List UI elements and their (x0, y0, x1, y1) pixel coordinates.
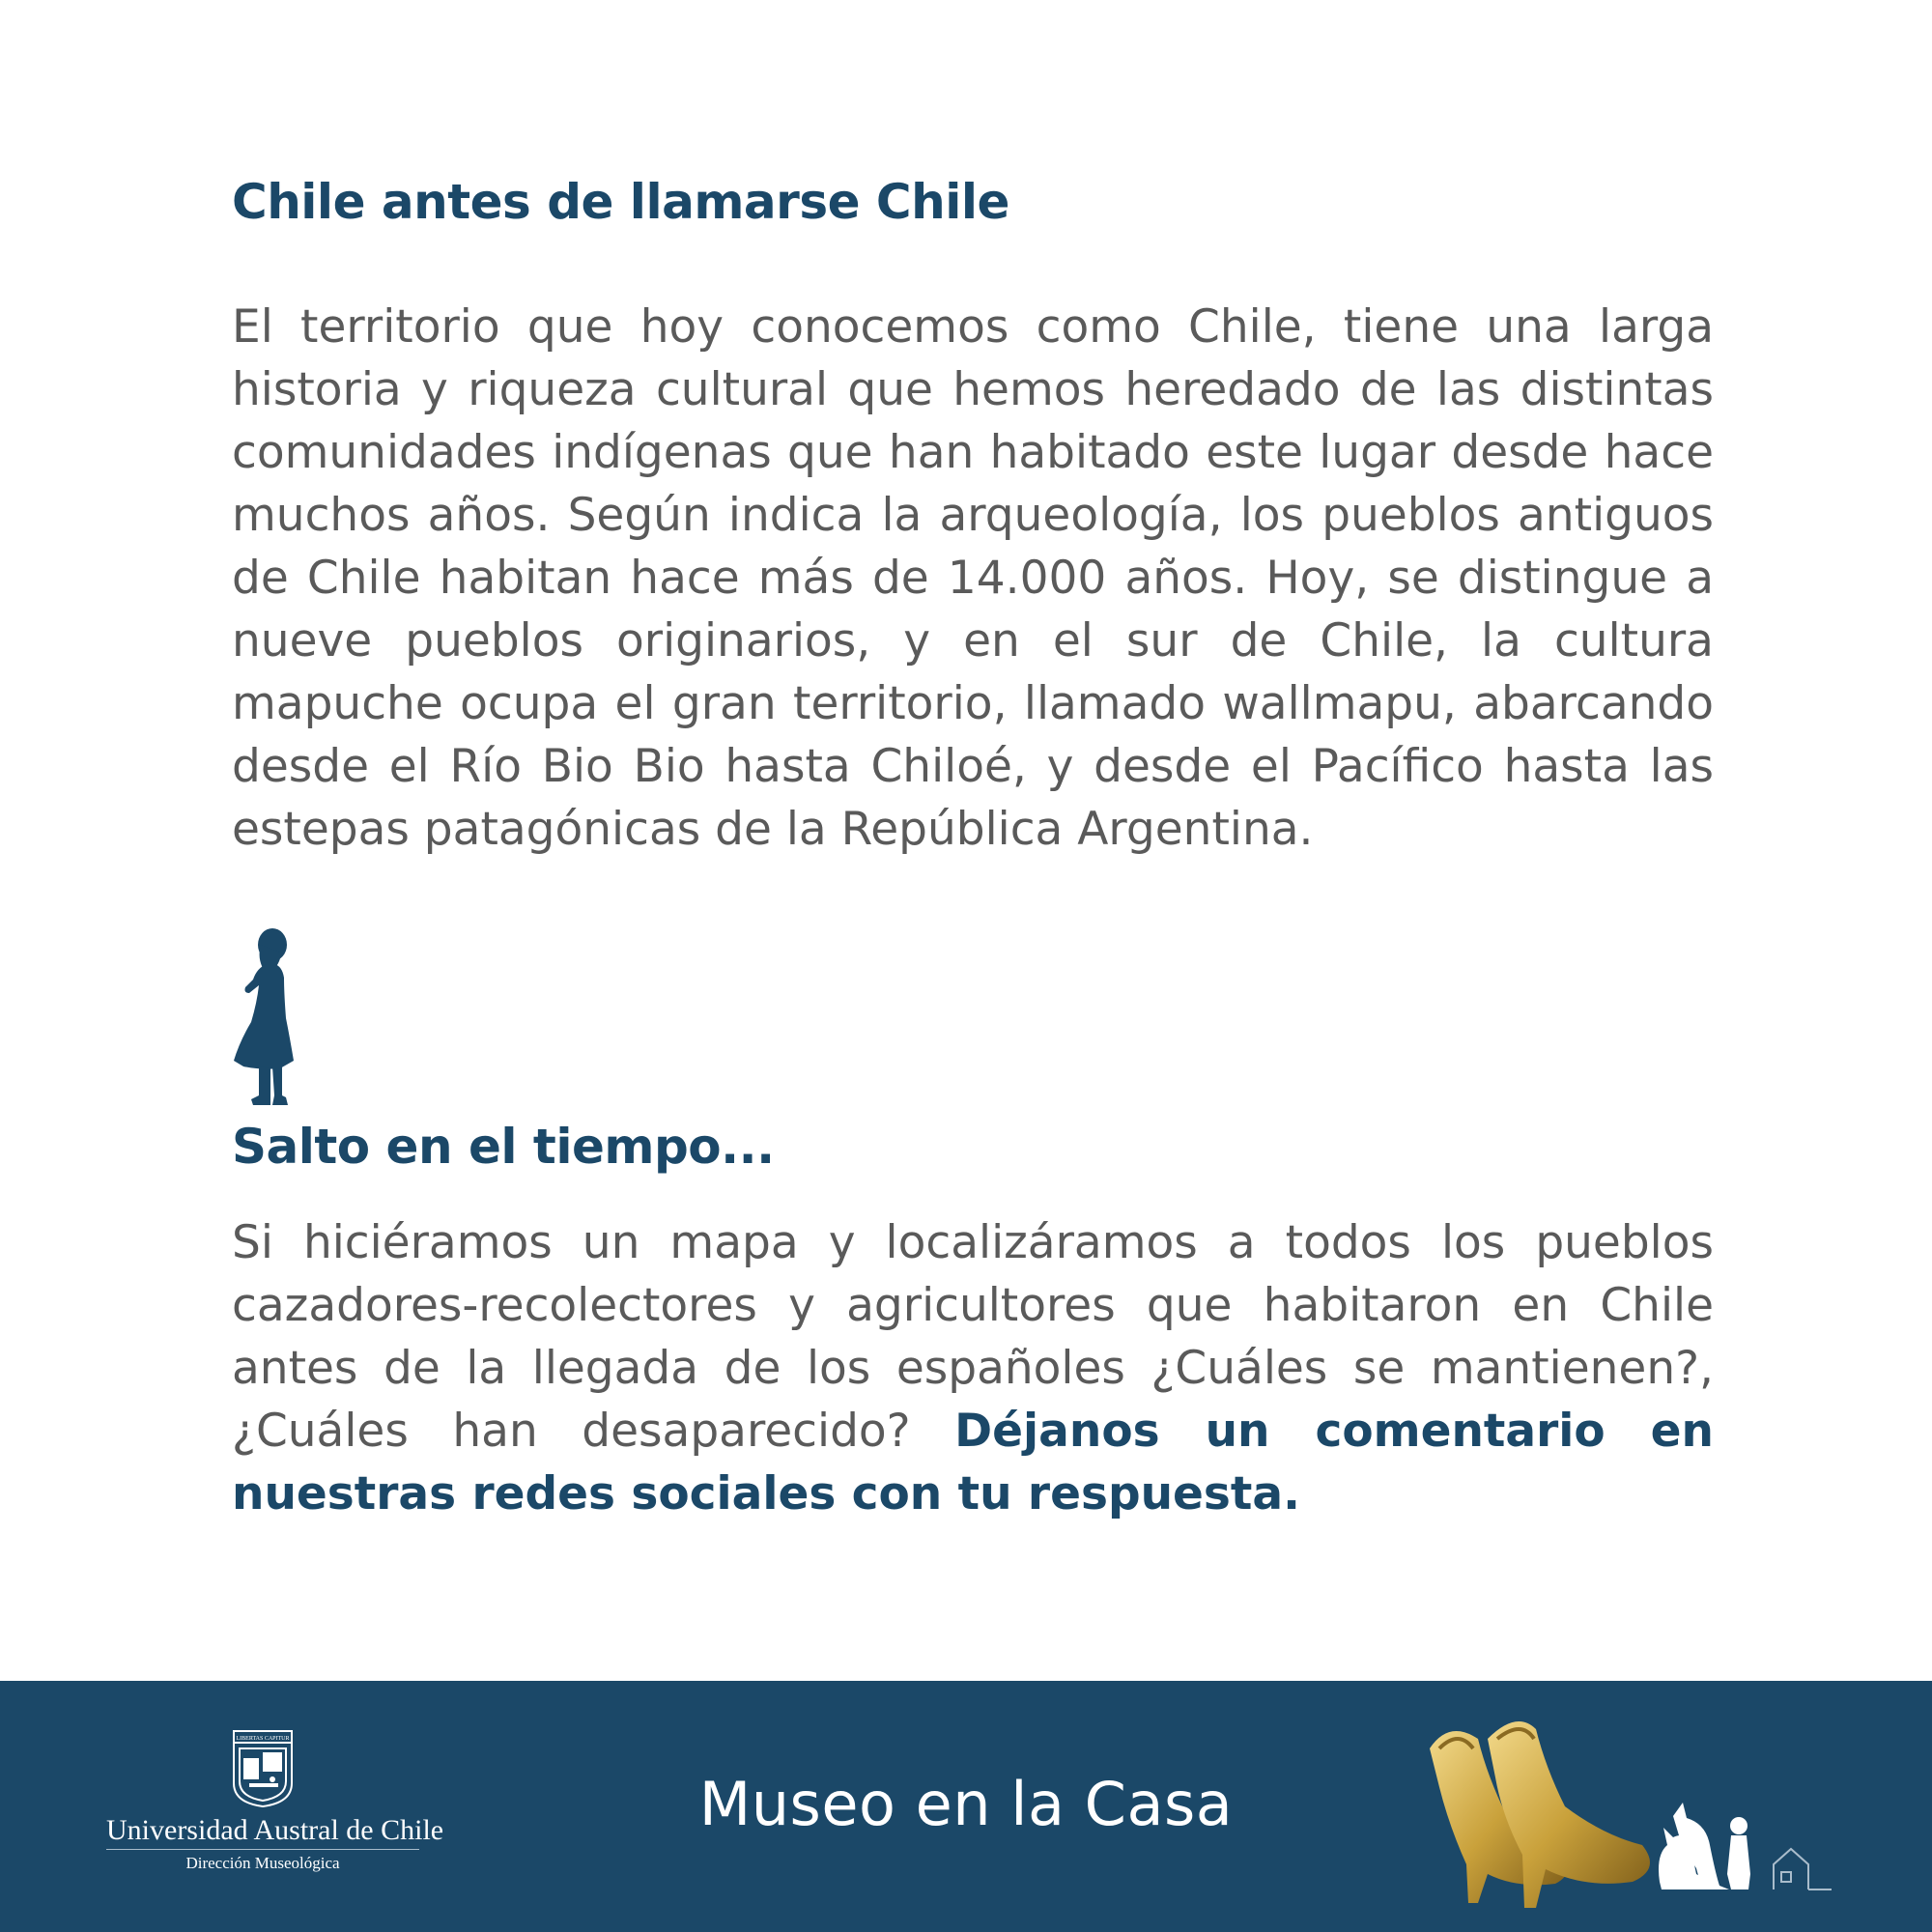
golden-shoes-image (1430, 1721, 1650, 1908)
university-logo (106, 1729, 444, 1874)
footer-title: Museo en la Casa (698, 1769, 1234, 1839)
dog-cat-child-silhouette-icon (1659, 1803, 1750, 1889)
svg-text:LIBERTAS CAPITUR: LIBERTAS CAPITUR (236, 1736, 290, 1742)
house-outline-icon (1774, 1849, 1832, 1889)
university-name: Universidad Austral de Chile (106, 1814, 444, 1846)
university-department: Dirección Museológica (185, 1854, 340, 1872)
call-to-action-text: Déjanos un comentario en nuestras redes sociales con tu respuesta. (232, 1405, 1714, 1520)
section-body-chile: El territorio que hoy conocemos como Chile, tiene una larga historia y riqueza cultural que hemos heredado de las distintas comunidades indígenas que han habitado este lugar desde hace muchos años. Según indica la arqueología, los pueblos antiguos de Chile habitan hace más de 14.000 años. Hoy, se distingue a nueve pueblos originarios, y en el sur de Chile, la cultura mapuche ocupa el gran territorio, llamado wallmapu, abarcando desde el Río Bio Bio hasta Chiloé, y desde el Pacífico hasta las estepas patagónicas de la República Argentina. (232, 300, 1714, 856)
footer-artwork (1420, 1710, 1835, 1922)
university-divider (106, 1849, 419, 1850)
section-heading-chile: Chile antes de llamarse Chile (232, 174, 1009, 230)
section-heading-salto: Salto en el tiempo... (232, 1119, 775, 1175)
main-content (232, 174, 1714, 861)
footer-bar (0, 1681, 1932, 1932)
section-body-salto (232, 1211, 1714, 1525)
salto-question-text: Si hiciéramos un mapa y localizáramos a todos los pueblos cazadores-recolectores y agricultores que habitaron en Chile antes de la llegada de los españoles ¿Cuáles se mantienen?, ¿Cuáles han desaparecido? (232, 1216, 1714, 1458)
child-silhouette-icon (232, 925, 296, 1109)
university-crest-icon (230, 1729, 296, 1808)
